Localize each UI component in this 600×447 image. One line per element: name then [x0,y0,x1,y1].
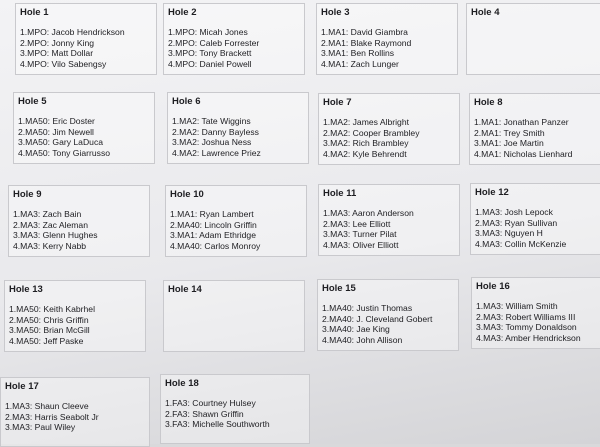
hole-title: Hole 18 [165,378,199,389]
player-name: MA50: Jeff Paske [16,335,84,346]
player-entry [323,128,420,139]
player-name: MA3: Aaron Anderson [330,208,414,218]
player-list [476,301,581,343]
hole-title: Hole 10 [170,189,204,200]
hole-card [316,3,458,75]
player-list [170,209,260,251]
hole-title: Hole 17 [5,381,39,392]
player-name: MA2: James Albright [330,117,409,127]
player-number: 3. [475,228,483,239]
player-entry [18,148,110,159]
player-name: MA50: Jim Newell [25,126,94,137]
hole-title: Hole 1 [20,7,49,18]
player-list [474,117,572,159]
player-name: MA3: Amber Hendrickson [483,332,581,343]
player-entry [170,230,260,241]
player-number: 2. [474,127,482,138]
player-name: MA2: Tate Wiggins [179,116,251,126]
hole-title: Hole 11 [323,188,357,199]
player-name: MPO: Micah Jones [175,27,248,37]
player-number: 3. [323,229,331,240]
player-entry [321,27,411,38]
player-entry [13,220,98,231]
player-number: 2. [9,314,17,325]
player-entry [9,315,95,326]
hole-card [8,185,150,257]
player-entry [322,303,432,314]
hole-title: Hole 5 [18,96,47,107]
player-name: MA3: Turner Pilat [330,229,397,240]
hole-title: Hole 9 [13,189,42,200]
player-name: MA2: Danny Bayless [179,126,259,137]
player-entry [165,398,270,409]
player-list [9,304,95,346]
hole-card [163,280,305,352]
player-entry [168,59,259,70]
hole-card [469,93,600,165]
player-entry [168,27,259,38]
hole-title: Hole 2 [168,7,197,18]
player-entry [172,137,261,148]
hole-title: Hole 6 [172,96,201,107]
player-name: MA1: Joe Martin [481,138,544,149]
hole-card [318,93,460,165]
player-number: 3. [474,138,482,149]
player-entry [9,336,95,347]
player-number: 3. [9,325,17,336]
player-entry [20,27,125,38]
player-entry [5,401,99,412]
player-entry [476,333,581,344]
player-name: MA40: Jae King [329,324,390,335]
player-name: MA40: J. Cleveland Gobert [329,313,433,324]
player-name: MA3: Robert Williams III [483,311,576,322]
player-number: 4. [476,332,484,343]
player-number: 2. [20,37,28,48]
player-name: MA3: Zac Aleman [20,219,88,230]
player-number: 1. [172,116,180,126]
player-list [172,116,261,158]
hole-card [471,277,600,349]
player-name: FA3: Courtney Hulsey [172,398,256,408]
hole-card [13,92,155,164]
player-name: MA2: Cooper Brambley [330,127,420,138]
player-list [323,117,420,159]
player-entry [476,322,581,333]
player-name: MA50: Brian McGill [16,325,90,336]
player-number: 1. [322,303,330,313]
player-number: 1. [168,27,176,37]
player-name: MA2: Kyle Behrendt [330,148,407,159]
player-name: MA3: Shaun Cleeve [12,401,89,411]
player-entry [168,48,259,59]
player-list [475,207,566,249]
player-entry [323,229,414,240]
player-number: 4. [168,58,176,69]
player-number: 2. [322,313,330,324]
player-name: MA3: Lee Elliott [330,218,391,229]
player-number: 1. [476,301,484,311]
hole-title: Hole 13 [9,284,43,295]
player-number: 2. [168,37,176,48]
player-number: 3. [322,324,330,335]
player-entry [18,127,110,138]
player-entry [321,38,411,49]
player-entry [323,138,420,149]
player-name: MA3: Tommy Donaldson [483,322,577,333]
player-name: MPO: Vilo Sabengsy [27,58,107,69]
player-number: 2. [172,126,180,137]
player-number: 1. [321,27,329,37]
player-list [168,27,259,69]
player-list [5,401,99,433]
player-entry [474,128,572,139]
player-name: MA1: Trey Smith [481,127,545,138]
hole-title: Hole 12 [475,187,509,198]
player-number: 2. [321,37,329,48]
player-name: MA1: Zach Lunger [328,58,399,69]
player-name: MA1: David Giambra [328,27,408,37]
player-name: MA50: Keith Kabrhel [16,304,95,314]
player-name: MA40: Carlos Monroy [177,240,261,251]
player-number: 4. [322,334,330,345]
player-number: 3. [170,230,178,241]
player-entry [168,38,259,49]
player-name: MA3: Harris Seabolt Jr [12,411,99,422]
player-number: 1. [165,398,173,408]
player-number: 4. [323,148,331,159]
player-number: 4. [323,239,331,250]
hole-card [0,377,150,447]
player-entry [13,230,98,241]
player-entry [476,301,581,312]
player-name: MA40: Lincoln Griffin [177,219,257,230]
player-name: MA2: Lawrence Priez [179,147,261,158]
hole-card [318,184,460,256]
player-list [13,209,98,251]
player-entry [474,117,572,128]
player-entry [18,116,110,127]
player-number: 1. [475,207,483,217]
player-entry [476,312,581,323]
player-entry [9,304,95,315]
player-number: 3. [20,48,28,59]
player-number: 3. [323,138,331,149]
player-number: 4. [13,240,21,251]
player-entry [170,209,260,220]
player-number: 2. [165,408,173,419]
player-list [20,27,125,69]
player-number: 2. [13,219,21,230]
player-name: MPO: Jonny King [27,37,95,48]
player-entry [323,117,420,128]
player-entry [475,218,566,229]
player-number: 3. [18,137,26,148]
player-name: MA1: Jonathan Panzer [481,117,569,127]
player-number: 2. [18,126,26,137]
player-number: 4. [18,147,26,158]
player-name: MA3: Kerry Nabb [20,240,87,251]
player-number: 1. [20,27,28,37]
player-entry [165,409,270,420]
player-number: 1. [9,304,17,314]
player-name: FA3: Shawn Griffin [172,408,244,419]
player-entry [474,138,572,149]
player-entry [5,422,99,433]
player-number: 2. [5,411,13,422]
hole-card [167,92,309,164]
player-entry [323,240,414,251]
player-number: 1. [323,117,331,127]
player-name: MA40: Justin Thomas [329,303,413,313]
player-entry [323,208,414,219]
player-entry [13,209,98,220]
player-entry [323,149,420,160]
player-name: MA50: Eric Doster [25,116,95,126]
player-entry [20,59,125,70]
player-name: MA1: Blake Raymond [328,37,412,48]
player-entry [321,59,411,70]
player-entry [474,149,572,160]
player-entry [172,148,261,159]
player-name: MA3: Nguyen H [482,228,543,239]
player-name: MA40: John Allison [329,334,403,345]
player-number: 2. [476,311,484,322]
player-entry [20,48,125,59]
player-name: MA2: Rich Brambley [330,138,409,149]
hole-card [317,279,459,351]
hole-card [466,3,600,75]
player-list [165,398,270,430]
player-number: 1. [18,116,26,126]
hole-card [163,3,305,75]
player-name: MA3: William Smith [483,301,558,311]
player-list [321,27,411,69]
player-name: MA50: Gary LaDuca [25,137,104,148]
player-number: 1. [13,209,21,219]
player-name: MA3: Zach Bain [20,209,82,219]
player-name: MA3: Ryan Sullivan [482,217,558,228]
hole-title: Hole 14 [168,284,202,295]
player-number: 3. [321,48,329,59]
hole-card [15,3,157,75]
player-entry [172,116,261,127]
hole-card [4,280,146,352]
player-entry [5,412,99,423]
player-name: MPO: Matt Dollar [27,48,94,59]
player-name: MA3: Paul Wiley [12,422,76,433]
hole-title: Hole 3 [321,7,350,18]
hole-title: Hole 8 [474,97,503,108]
player-entry [322,314,432,325]
player-entry [165,419,270,430]
player-name: MA50: Tony Giarrusso [25,147,111,158]
player-entry [322,324,432,335]
player-number: 4. [321,58,329,69]
player-name: MA1: Nicholas Lienhard [481,148,573,159]
player-number: 3. [13,230,21,241]
player-number: 2. [475,217,483,228]
player-number: 2. [323,127,331,138]
player-entry [170,220,260,231]
player-number: 2. [170,219,178,230]
player-number: 1. [5,401,13,411]
player-name: MA50: Chris Griffin [16,314,89,325]
player-name: MA3: Collin McKenzie [482,238,567,249]
player-entry [321,48,411,59]
hole-card [470,183,600,255]
player-number: 3. [172,137,180,148]
player-entry [475,228,566,239]
player-entry [18,137,110,148]
player-entry [20,38,125,49]
player-number: 1. [474,117,482,127]
player-name: MA3: Josh Lepock [482,207,553,217]
hole-card [165,185,307,257]
player-list [323,208,414,250]
player-name: MA3: Glenn Hughes [20,230,98,241]
player-name: MA3: Oliver Elliott [330,239,399,250]
player-entry [475,207,566,218]
player-number: 3. [5,422,13,433]
player-number: 3. [476,322,484,333]
hole-title: Hole 16 [476,281,510,292]
hole-card [160,374,310,444]
hole-title: Hole 4 [471,7,500,18]
player-entry [9,325,95,336]
hole-title: Hole 7 [323,97,352,108]
player-name: MPO: Caleb Forrester [175,37,260,48]
player-entry [170,241,260,252]
player-number: 3. [168,48,176,59]
player-list [18,116,110,158]
player-list [322,303,432,345]
player-number: 4. [475,238,483,249]
player-number: 4. [172,147,180,158]
player-name: MA1: Ben Rollins [328,48,395,59]
player-number: 1. [323,208,331,218]
player-number: 4. [170,240,178,251]
player-name: MA1: Ryan Lambert [177,209,254,219]
player-entry [13,241,98,252]
player-number: 3. [165,419,173,430]
player-number: 2. [323,218,331,229]
player-number: 1. [170,209,178,219]
player-number: 4. [20,58,28,69]
player-entry [475,239,566,250]
player-entry [172,127,261,138]
player-number: 4. [9,335,17,346]
player-name: MPO: Jacob Hendrickson [27,27,125,37]
player-number: 4. [474,148,482,159]
player-name: MPO: Tony Brackett [175,48,252,59]
player-name: MPO: Daniel Powell [175,58,252,69]
player-name: MA1: Adam Ethridge [177,230,256,241]
player-entry [322,335,432,346]
player-name: MA2: Joshua Ness [179,137,252,148]
player-entry [323,219,414,230]
hole-title: Hole 15 [322,283,356,294]
player-name: FA3: Michelle Southworth [172,419,270,430]
